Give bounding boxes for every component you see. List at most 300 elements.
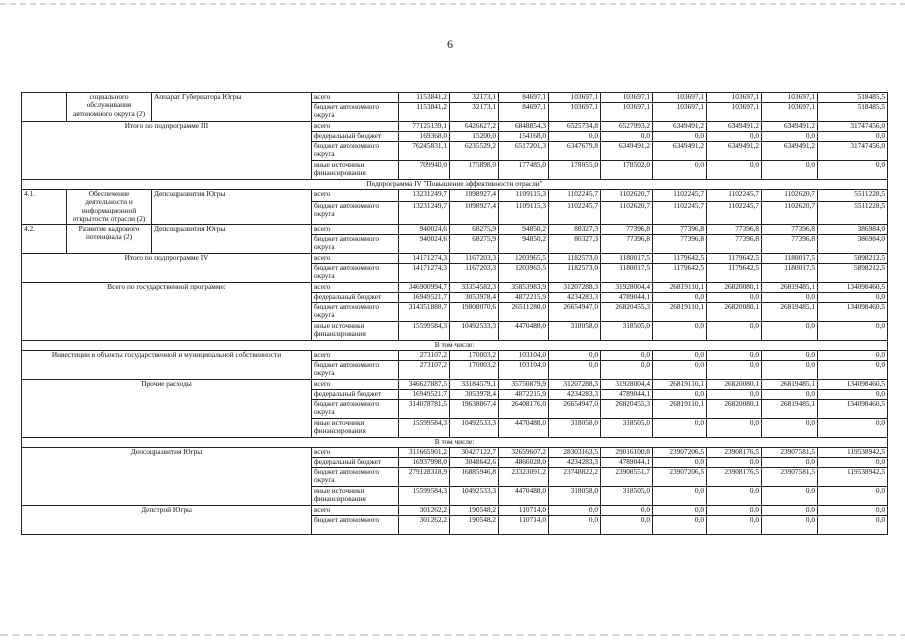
- table-row: [22, 253, 888, 263]
- amount-cell: 6426627,2: [450, 122, 499, 132]
- amount-cell: 26820080,1: [707, 302, 762, 321]
- amount-cell: 0,0: [707, 360, 762, 379]
- amount-cell: 6527993,2: [601, 122, 653, 132]
- amount-cell: 26819485,1: [762, 282, 818, 292]
- summary-label: Депстрой Югры: [22, 505, 312, 534]
- amount-cell: 14171274,3: [399, 263, 450, 282]
- amount-cell: 103697,1: [762, 93, 818, 103]
- amount-cell: 175898,0: [450, 161, 499, 180]
- table-row: [22, 437, 888, 447]
- amount-cell: 134098460,5: [818, 302, 888, 321]
- summary-label: Прочие расходы: [22, 379, 312, 437]
- amount-cell: 6349491,2: [762, 142, 818, 161]
- amount-cell: 0,0: [818, 350, 888, 360]
- measure-name: Обеспечение деятельности и информационной открытости отрасли (2): [67, 190, 152, 225]
- amount-cell: 68275,9: [450, 234, 499, 253]
- amount-cell: 4234283,3: [549, 292, 601, 302]
- amount-cell: 134098460,5: [818, 399, 888, 418]
- amount-cell: 23907581,5: [762, 447, 818, 457]
- table-row: [22, 93, 888, 103]
- amount-cell: 16949521,7: [399, 292, 450, 302]
- responsible-executor: Депсоцразвития Югры: [152, 190, 312, 225]
- amount-cell: 178502,0: [601, 161, 653, 180]
- amount-cell: 518485,5: [818, 103, 888, 122]
- amount-cell: 1102245,7: [653, 190, 707, 202]
- amount-cell: 23323091,2: [499, 467, 549, 486]
- amount-cell: 0,0: [601, 360, 653, 379]
- amount-cell: 1179642,5: [707, 253, 762, 263]
- amount-cell: 119538942,5: [818, 447, 888, 457]
- amount-cell: 314078781,5: [399, 399, 450, 418]
- amount-cell: 15200,0: [450, 132, 499, 142]
- amount-cell: 35750879,9: [499, 379, 549, 389]
- amount-cell: 1102245,7: [549, 201, 601, 224]
- amount-cell: 1180017,5: [601, 253, 653, 263]
- amount-cell: 4789044,1: [601, 292, 653, 302]
- amount-cell: 77396,8: [601, 234, 653, 253]
- amount-cell: 103697,1: [653, 93, 707, 103]
- amount-cell: 177485,0: [499, 161, 549, 180]
- table-row: [22, 190, 888, 202]
- amount-cell: 19808070,6: [450, 302, 499, 321]
- amount-cell: 77396,8: [653, 234, 707, 253]
- amount-cell: 103697,1: [707, 93, 762, 103]
- funding-source: всего: [312, 379, 399, 389]
- amount-cell: 0,0: [707, 389, 762, 399]
- amount-cell: 273107,2: [399, 350, 450, 360]
- amount-cell: 35853983,9: [499, 282, 549, 292]
- funding-source: иные источники финансирования: [312, 486, 399, 505]
- amount-cell: 77396,8: [762, 224, 818, 234]
- amount-cell: 26819110,1: [653, 399, 707, 418]
- amount-cell: 0,0: [601, 132, 653, 142]
- scan-edge-top: [0, 3, 905, 5]
- amount-cell: 103697,1: [549, 93, 601, 103]
- subprogram-heading: Подпрограмма IV "Повышение эффективности отрасли": [22, 180, 888, 190]
- amount-cell: 6349491,2: [707, 122, 762, 132]
- amount-cell: 0,0: [549, 505, 601, 515]
- funding-source: бюджет автономного округа: [312, 103, 399, 122]
- in-that-number-label: В том числе:: [22, 437, 888, 447]
- funding-source: иные источники финансирования: [312, 161, 399, 180]
- amount-cell: 103697,1: [601, 103, 653, 122]
- amount-cell: 4872215,9: [499, 389, 549, 399]
- amount-cell: 273107,2: [399, 360, 450, 379]
- amount-cell: 33184579,1: [450, 379, 499, 389]
- amount-cell: 3053978,4: [450, 292, 499, 302]
- amount-cell: 94850,2: [499, 224, 549, 234]
- amount-cell: 154168,0: [499, 132, 549, 142]
- amount-cell: 32659607,2: [499, 447, 549, 457]
- amount-cell: 940024,6: [399, 224, 450, 234]
- amount-cell: 301262,2: [399, 515, 450, 534]
- amount-cell: 0,0: [549, 350, 601, 360]
- amount-cell: 4470488,0: [499, 486, 549, 505]
- amount-cell: 940024,6: [399, 234, 450, 253]
- amount-cell: 0,0: [762, 321, 818, 340]
- funding-source: бюджет автономного округа: [312, 201, 399, 224]
- table-row: [22, 282, 888, 292]
- amount-cell: 103104,0: [499, 360, 549, 379]
- amount-cell: 4234283,3: [549, 457, 601, 467]
- amount-cell: 0,0: [707, 350, 762, 360]
- amount-cell: 10492533,3: [450, 418, 499, 437]
- amount-cell: 6517201,3: [499, 142, 549, 161]
- amount-cell: 134098460,5: [818, 282, 888, 292]
- amount-cell: 6525734,8: [549, 122, 601, 132]
- amount-cell: 346627887,5: [399, 379, 450, 389]
- amount-cell: 1167203,3: [450, 253, 499, 263]
- amount-cell: 13231249,7: [399, 190, 450, 202]
- amount-cell: 0,0: [818, 132, 888, 142]
- responsible-executor: Аппарат Губернатора Югры: [152, 93, 312, 122]
- amount-cell: 311665901,2: [399, 447, 450, 457]
- amount-cell: 77396,8: [707, 234, 762, 253]
- amount-cell: 0,0: [762, 350, 818, 360]
- amount-cell: 80327,3: [549, 224, 601, 234]
- amount-cell: 190548,2: [450, 515, 499, 534]
- amount-cell: 26820080,1: [707, 282, 762, 292]
- amount-cell: 6349491,2: [653, 122, 707, 132]
- amount-cell: 4789044,1: [601, 457, 653, 467]
- amount-cell: 4470488,0: [499, 418, 549, 437]
- funding-source: всего: [312, 447, 399, 457]
- amount-cell: 318058,0: [549, 321, 601, 340]
- table-row: [22, 180, 888, 190]
- summary-label: Итого по подпрограмме III: [22, 122, 312, 180]
- amount-cell: 178055,0: [549, 161, 601, 180]
- amount-cell: 0,0: [707, 418, 762, 437]
- amount-cell: 1203965,5: [499, 263, 549, 282]
- funding-source: всего: [312, 93, 399, 103]
- funding-source: иные источники финансирования: [312, 418, 399, 437]
- amount-cell: 33354582,3: [450, 282, 499, 292]
- amount-cell: 103697,1: [601, 93, 653, 103]
- amount-cell: 4470488,0: [499, 321, 549, 340]
- amount-cell: 1153841,2: [399, 93, 450, 103]
- amount-cell: 13231249,7: [399, 201, 450, 224]
- amount-cell: 26819110,1: [653, 282, 707, 292]
- amount-cell: 1102245,7: [653, 201, 707, 224]
- amount-cell: 0,0: [653, 350, 707, 360]
- amount-cell: 0,0: [762, 161, 818, 180]
- amount-cell: 0,0: [762, 505, 818, 515]
- amount-cell: 1203965,5: [499, 253, 549, 263]
- amount-cell: 0,0: [818, 360, 888, 379]
- funding-source: бюджет автономного округа: [312, 399, 399, 418]
- amount-cell: 5511228,5: [818, 201, 888, 224]
- amount-cell: 119538942,5: [818, 467, 888, 486]
- amount-cell: 1180017,5: [762, 263, 818, 282]
- measure-number: 4.2.: [22, 224, 67, 253]
- amount-cell: 26654947,0: [549, 399, 601, 418]
- amount-cell: 26820080,1: [707, 399, 762, 418]
- amount-cell: 16885946,8: [450, 467, 499, 486]
- amount-cell: 318058,0: [549, 486, 601, 505]
- amount-cell: 386984,0: [818, 224, 888, 234]
- amount-cell: 0,0: [762, 389, 818, 399]
- amount-cell: 110714,0: [499, 515, 549, 534]
- measure-name: Развитие кадрового потенциала (2): [67, 224, 152, 253]
- amount-cell: 6347679,8: [549, 142, 601, 161]
- amount-cell: 0,0: [653, 389, 707, 399]
- amount-cell: 318505,0: [601, 486, 653, 505]
- amount-cell: 1153841,2: [399, 103, 450, 122]
- amount-cell: 103697,1: [707, 103, 762, 122]
- amount-cell: 0,0: [707, 321, 762, 340]
- amount-cell: 0,0: [653, 360, 707, 379]
- measure-number: 4.1.: [22, 190, 67, 225]
- amount-cell: 0,0: [653, 457, 707, 467]
- amount-cell: 518485,5: [818, 93, 888, 103]
- amount-cell: 0,0: [653, 292, 707, 302]
- amount-cell: 77396,8: [707, 224, 762, 234]
- amount-cell: 709940,0: [399, 161, 450, 180]
- measure-number: [22, 93, 67, 122]
- amount-cell: 26820080,1: [707, 379, 762, 389]
- amount-cell: 23908176,5: [707, 447, 762, 457]
- amount-cell: 1180017,5: [601, 263, 653, 282]
- amount-cell: 1102245,7: [549, 190, 601, 202]
- funding-source: бюджет автономного округа: [312, 302, 399, 321]
- amount-cell: 0,0: [818, 418, 888, 437]
- amount-cell: 318505,0: [601, 321, 653, 340]
- amount-cell: 32173,1: [450, 103, 499, 122]
- amount-cell: 0,0: [707, 132, 762, 142]
- funding-source: федеральный бюджет: [312, 132, 399, 142]
- table-row: [22, 505, 888, 515]
- amount-cell: 23907581,5: [762, 467, 818, 486]
- amount-cell: 386984,0: [818, 234, 888, 253]
- funding-source: бюджет автономного округа: [312, 360, 399, 379]
- amount-cell: 0,0: [601, 350, 653, 360]
- amount-cell: 1102620,7: [762, 201, 818, 224]
- amount-cell: 1179642,5: [653, 253, 707, 263]
- amount-cell: 26819110,1: [653, 302, 707, 321]
- amount-cell: 0,0: [707, 457, 762, 467]
- amount-cell: 15599584,3: [399, 418, 450, 437]
- amount-cell: 26820455,3: [601, 302, 653, 321]
- amount-cell: 0,0: [601, 505, 653, 515]
- amount-cell: 77396,8: [653, 224, 707, 234]
- amount-cell: 170003,2: [450, 360, 499, 379]
- amount-cell: 0,0: [653, 505, 707, 515]
- amount-cell: 1102245,7: [707, 201, 762, 224]
- amount-cell: 26819485,1: [762, 302, 818, 321]
- funding-source: всего: [312, 253, 399, 263]
- amount-cell: 4234283,3: [549, 389, 601, 399]
- amount-cell: 110714,0: [499, 505, 549, 515]
- amount-cell: 0,0: [762, 292, 818, 302]
- funding-source: федеральный бюджет: [312, 292, 399, 302]
- amount-cell: 31928004,4: [601, 379, 653, 389]
- funding-source: всего: [312, 190, 399, 202]
- amount-cell: 1167203,3: [450, 263, 499, 282]
- amount-cell: 77396,8: [601, 224, 653, 234]
- in-that-number-label: В том числе:: [22, 340, 888, 350]
- amount-cell: 1182573,0: [549, 263, 601, 282]
- amount-cell: 80327,3: [549, 234, 601, 253]
- funding-source: федеральный бюджет: [312, 389, 399, 399]
- amount-cell: 68275,9: [450, 224, 499, 234]
- amount-cell: 314351888,7: [399, 302, 450, 321]
- amount-cell: 6848854,3: [499, 122, 549, 132]
- page-number: 6: [447, 37, 453, 51]
- amount-cell: 0,0: [601, 515, 653, 534]
- amount-cell: 0,0: [762, 360, 818, 379]
- amount-cell: 0,0: [818, 457, 888, 467]
- funding-source: бюджет автономного: [312, 515, 399, 534]
- amount-cell: 0,0: [818, 389, 888, 399]
- amount-cell: 6349491,2: [762, 122, 818, 132]
- amount-cell: 31207288,3: [549, 282, 601, 292]
- funding-source: иные источники финансирования: [312, 321, 399, 340]
- amount-cell: 318058,0: [549, 418, 601, 437]
- amount-cell: 1109115,3: [499, 190, 549, 202]
- amount-cell: 77396,8: [762, 234, 818, 253]
- amount-cell: 279128318,9: [399, 467, 450, 486]
- amount-cell: 0,0: [653, 515, 707, 534]
- amount-cell: 0,0: [762, 515, 818, 534]
- amount-cell: 23908551,7: [601, 467, 653, 486]
- summary-label: Всего по государственной программе:: [22, 282, 312, 340]
- amount-cell: 23908176,5: [707, 467, 762, 486]
- amount-cell: 31207288,3: [549, 379, 601, 389]
- summary-label: Инвестиции в объекты государственной и муниципальной собственности: [22, 350, 312, 379]
- amount-cell: 14171274,3: [399, 253, 450, 263]
- amount-cell: 103697,1: [762, 103, 818, 122]
- funding-source: всего: [312, 224, 399, 234]
- amount-cell: 318505,0: [601, 418, 653, 437]
- amount-cell: 23748822,2: [549, 467, 601, 486]
- amount-cell: 0,0: [762, 486, 818, 505]
- amount-cell: 4789044,1: [601, 389, 653, 399]
- funding-source: всего: [312, 282, 399, 292]
- table-row: [22, 340, 888, 350]
- table-row: [22, 122, 888, 132]
- funding-source: бюджет автономного округа: [312, 142, 399, 161]
- amount-cell: 0,0: [762, 418, 818, 437]
- amount-cell: 26511280,0: [499, 302, 549, 321]
- amount-cell: 170003,2: [450, 350, 499, 360]
- amount-cell: 0,0: [549, 132, 601, 142]
- funding-source: бюджет автономного округа: [312, 234, 399, 253]
- funding-source: бюджет автономного округа: [312, 467, 399, 486]
- amount-cell: 1182573,0: [549, 253, 601, 263]
- amount-cell: 1098927,4: [450, 190, 499, 202]
- amount-cell: 1180017,5: [762, 253, 818, 263]
- amount-cell: 16949521,7: [399, 389, 450, 399]
- amount-cell: 10492533,3: [450, 321, 499, 340]
- amount-cell: 301262,2: [399, 505, 450, 515]
- amount-cell: 6349491,2: [707, 142, 762, 161]
- amount-cell: 1102620,7: [601, 190, 653, 202]
- summary-label: Итого по подпрограмме IV: [22, 253, 312, 282]
- table-row: [22, 379, 888, 389]
- amount-cell: 0,0: [653, 321, 707, 340]
- amount-cell: 0,0: [707, 505, 762, 515]
- amount-cell: 26819485,1: [762, 379, 818, 389]
- amount-cell: 76245831,1: [399, 142, 450, 161]
- responsible-executor: Депсоцразвития Югры: [152, 224, 312, 253]
- amount-cell: 0,0: [818, 486, 888, 505]
- amount-cell: 84697,1: [499, 103, 549, 122]
- amount-cell: 0,0: [707, 161, 762, 180]
- amount-cell: 103104,0: [499, 350, 549, 360]
- amount-cell: 26408176,0: [499, 399, 549, 418]
- amount-cell: 23907206,5: [653, 447, 707, 457]
- amount-cell: 0,0: [653, 486, 707, 505]
- amount-cell: 15599584,3: [399, 321, 450, 340]
- amount-cell: 4872215,9: [499, 292, 549, 302]
- amount-cell: 1109115,3: [499, 201, 549, 224]
- amount-cell: 4866028,0: [499, 457, 549, 467]
- amount-cell: 16937998,0: [399, 457, 450, 467]
- funding-source: всего: [312, 505, 399, 515]
- amount-cell: 94850,2: [499, 234, 549, 253]
- amount-cell: 1179642,5: [653, 263, 707, 282]
- amount-cell: 169368,0: [399, 132, 450, 142]
- amount-cell: 32173,1: [450, 93, 499, 103]
- amount-cell: 0,0: [549, 515, 601, 534]
- scan-edge-bottom: [0, 634, 905, 636]
- amount-cell: 3053978,4: [450, 389, 499, 399]
- funding-source: бюджет автономного округа: [312, 263, 399, 282]
- amount-cell: 5898212,5: [818, 253, 888, 263]
- table-row: [22, 447, 888, 457]
- table-row: [22, 224, 888, 234]
- amount-cell: 0,0: [549, 360, 601, 379]
- amount-cell: 31747456,0: [818, 122, 888, 132]
- amount-cell: 3048642,6: [450, 457, 499, 467]
- amount-cell: 19638067,4: [450, 399, 499, 418]
- amount-cell: 10492533,3: [450, 486, 499, 505]
- amount-cell: 1102620,7: [762, 190, 818, 202]
- amount-cell: 1102620,7: [601, 201, 653, 224]
- amount-cell: 0,0: [762, 132, 818, 142]
- amount-cell: 0,0: [762, 457, 818, 467]
- amount-cell: 6235529,2: [450, 142, 499, 161]
- amount-cell: 0,0: [818, 161, 888, 180]
- amount-cell: 5898212,5: [818, 263, 888, 282]
- amount-cell: 28303163,5: [549, 447, 601, 457]
- amount-cell: 103697,1: [549, 103, 601, 122]
- amount-cell: 0,0: [818, 292, 888, 302]
- amount-cell: 26654947,0: [549, 302, 601, 321]
- amount-cell: 0,0: [818, 515, 888, 534]
- amount-cell: 29016100,8: [601, 447, 653, 457]
- amount-cell: 1179642,5: [707, 263, 762, 282]
- amount-cell: 1102245,7: [707, 190, 762, 202]
- amount-cell: 31747456,0: [818, 142, 888, 161]
- funding-source: всего: [312, 122, 399, 132]
- amount-cell: 0,0: [818, 321, 888, 340]
- amount-cell: 0,0: [653, 132, 707, 142]
- amount-cell: 23907206,5: [653, 467, 707, 486]
- amount-cell: 31928004,4: [601, 282, 653, 292]
- amount-cell: 77125139,1: [399, 122, 450, 132]
- amount-cell: 190548,2: [450, 505, 499, 515]
- budget-table: [21, 92, 888, 535]
- amount-cell: 84697,1: [499, 93, 549, 103]
- amount-cell: 0,0: [818, 505, 888, 515]
- funding-source: федеральный бюджет: [312, 457, 399, 467]
- amount-cell: 103697,1: [653, 103, 707, 122]
- amount-cell: 5511228,5: [818, 190, 888, 202]
- amount-cell: 26819110,1: [653, 379, 707, 389]
- funding-source: всего: [312, 350, 399, 360]
- amount-cell: 0,0: [707, 515, 762, 534]
